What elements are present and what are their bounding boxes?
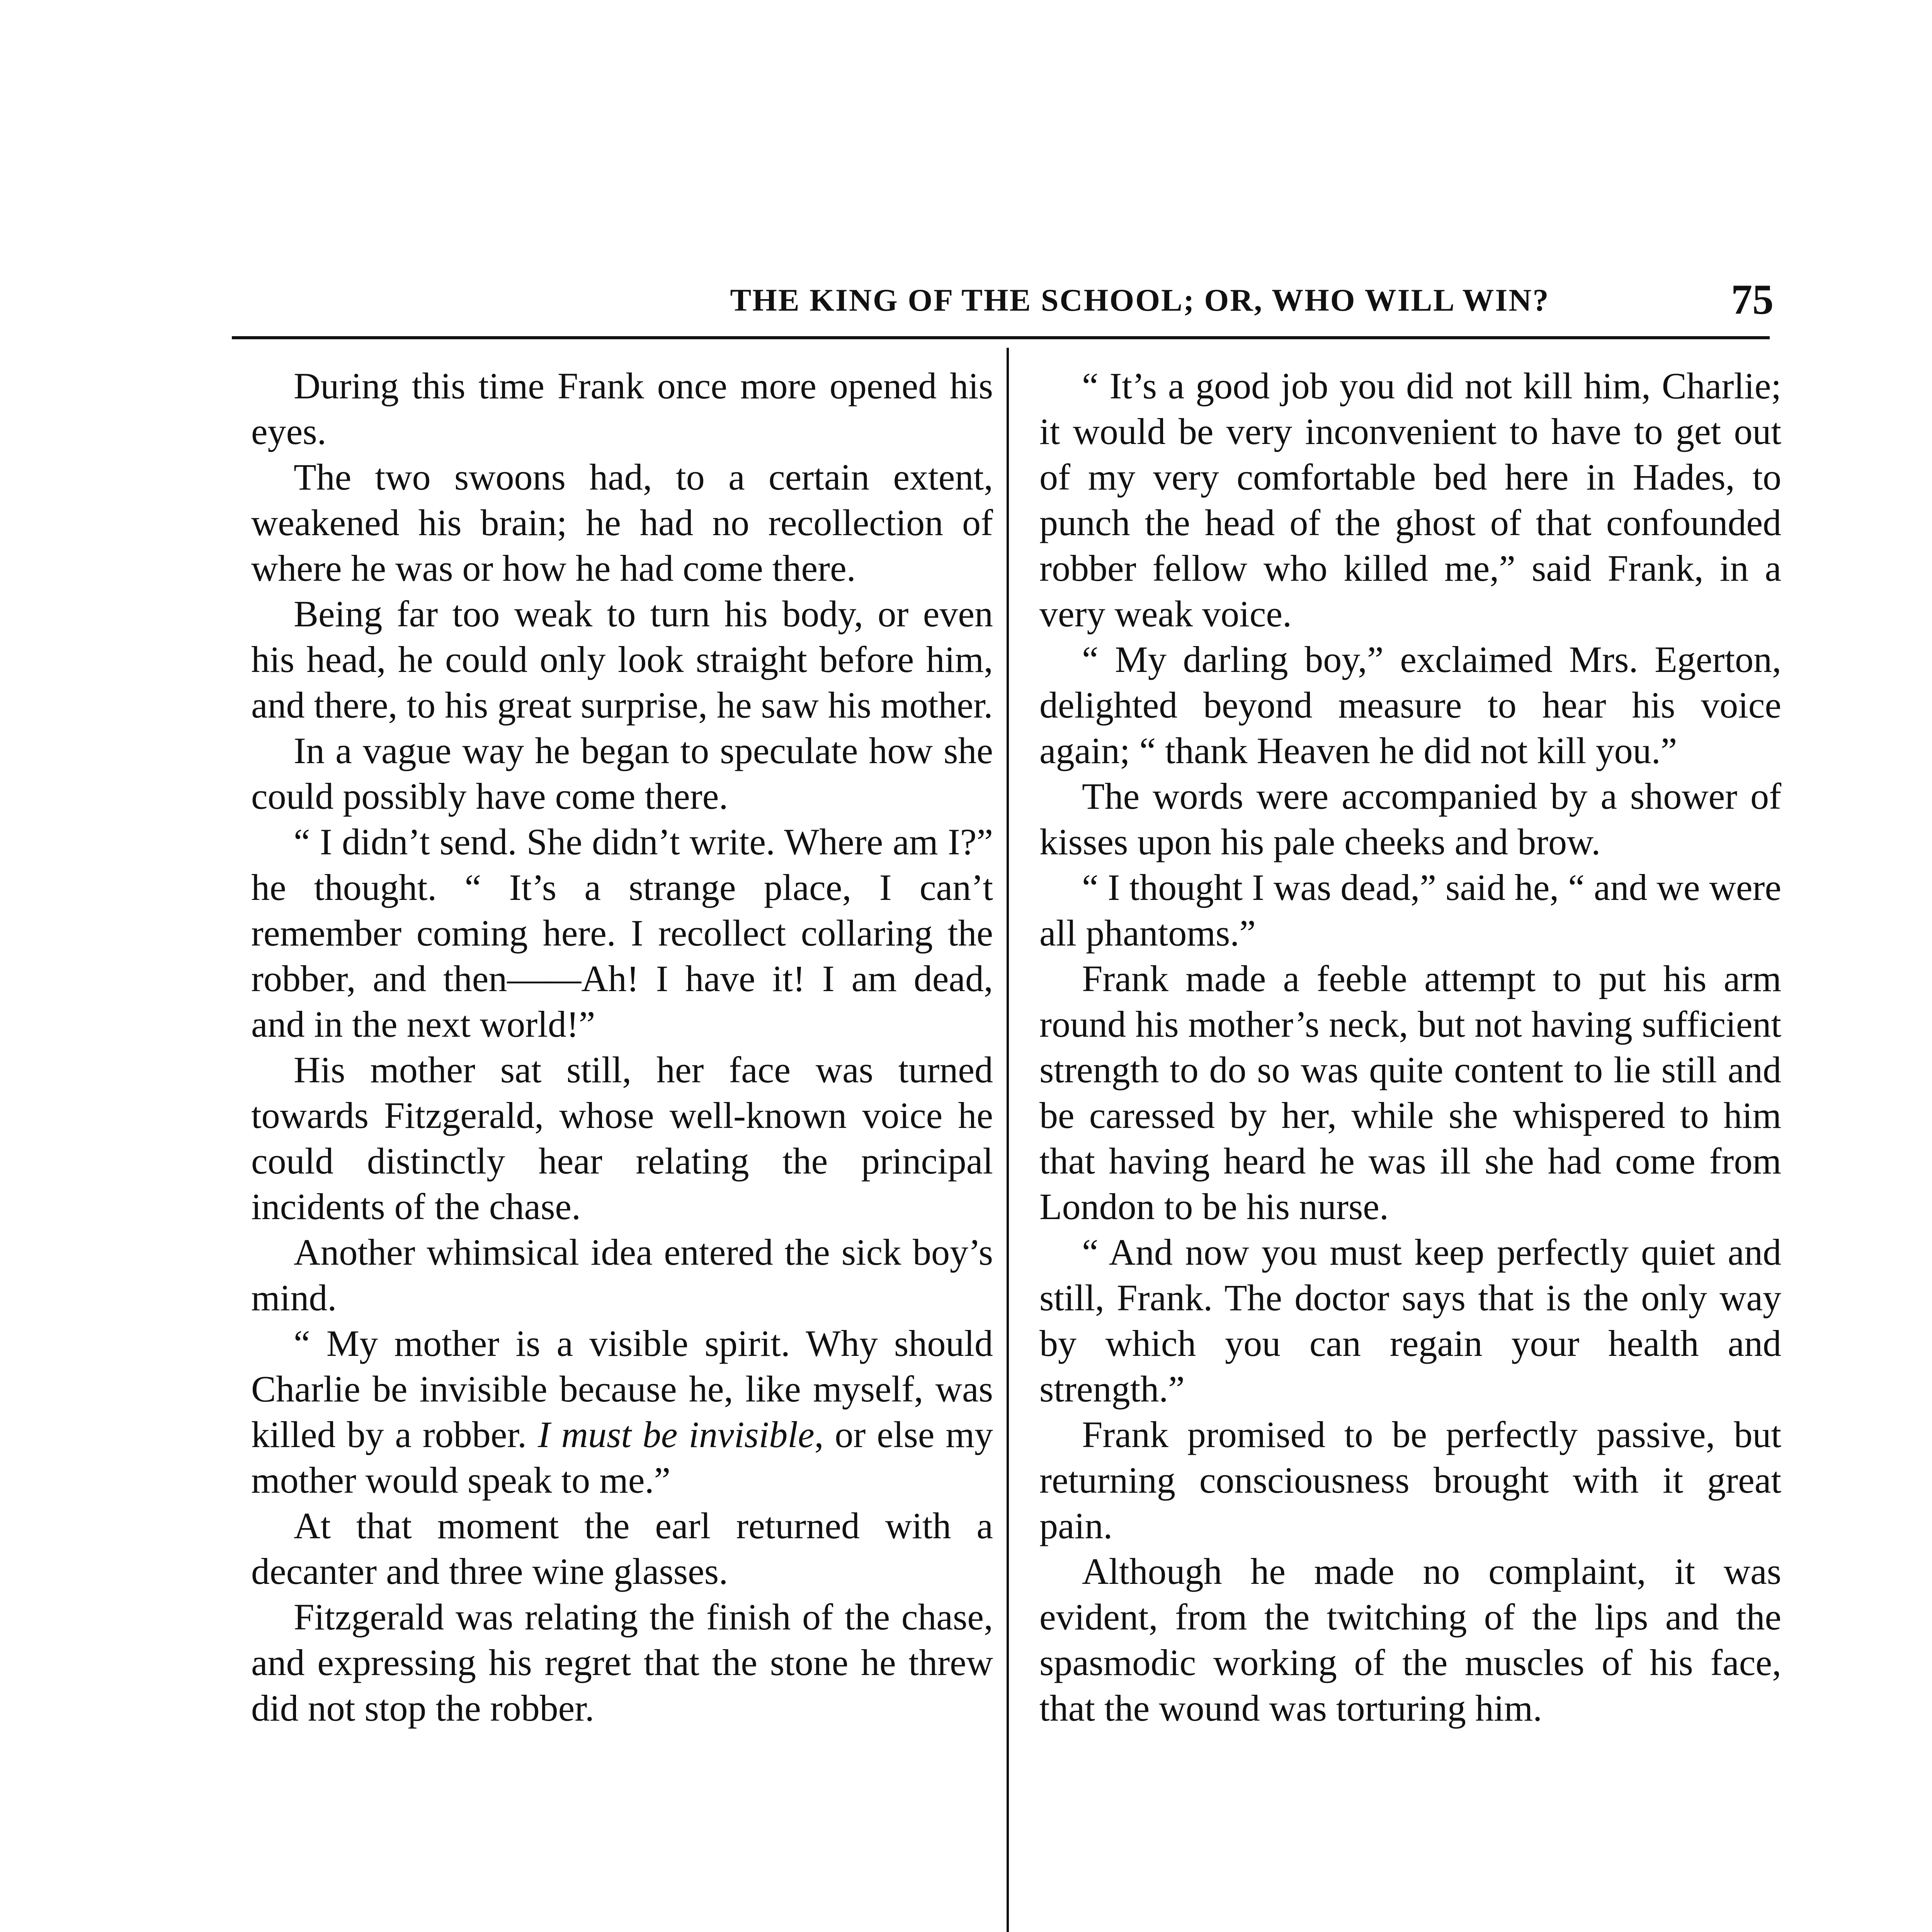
paragraph: Although he made no complaint, it was evident, from the twitching of the lips and the spasmodic working of the muscles of his face, that the wound was torturing him. — [1039, 1551, 1781, 1729]
paragraph: The two swoons had, to a certain extent, weakened his brain; he had no recollection of where he was or how he had come there. — [251, 456, 993, 589]
paragraph: The words were accompanied by a shower of kisses upon his pale cheeks and brow. — [1039, 776, 1781, 862]
paragraph — [251, 1321, 993, 1503]
paragraph: Another whimsical idea entered the sick boy’s mind. — [251, 1231, 993, 1318]
paragraph: “ I thought I was dead,” said he, “ and we were all phantoms.” — [1039, 867, 1781, 954]
paragraph: “ It’s a good job you did not kill him, Charlie; it would be very inconvenient to have to get out of my very comfortable bed here in Hades, to punch the head of the ghost of that confounded robber fellow who killed me,” said Frank, in a very weak voice. — [1039, 365, 1781, 634]
paragraph: Frank promised to be perfectly passive, but returning consciousness brought with it great pain. — [1039, 1414, 1781, 1546]
column-rule — [1007, 348, 1009, 1932]
paragraph: “ I didn’t send. She didn’t write. Where am I?” he thought. “ It’s a strange place, I can’t remember coming here. I recollect collaring the robber, and then——Ah! I have it! I am dead, and in the next world!” — [251, 821, 993, 1045]
paragraph: Being far too weak to turn his body, or even his head, he could only look straight before him, and there, to his great surprise, he saw his mother. — [251, 593, 993, 726]
left-column — [251, 363, 993, 1731]
paragraph-text: , or else my mother would speak to me.” — [251, 1414, 993, 1501]
paragraph: Frank made a feeble attempt to put his arm round his mother’s neck, but not having sufficient strength to do so was quite content to lie still and be caressed by her, while she whispered to him that having heard he was ill she had come from London to be his nurse. — [1039, 958, 1781, 1227]
header-rule — [232, 336, 1770, 339]
paragraph: His mother sat still, her face was turned towards Fitzgerald, whose well-known voice he could distinctly hear relating the principal incidents of the chase. — [251, 1049, 993, 1227]
paragraph: “ My darling boy,” exclaimed Mrs. Egerton, delighted beyond measure to hear his voice again; “ thank Heaven he did not kill you.” — [1039, 639, 1781, 771]
paragraph-text: “ My mother is a visible spirit. Why should Charlie be invisible because he, like myself, was killed by a robber. — [251, 1323, 993, 1455]
paragraph: Fitzgerald was relating the finish of the chase, and expressing his regret that the stone he threw did not stop the robber. — [251, 1596, 993, 1729]
paragraph: “ And now you must keep perfectly quiet and still, Frank. The doctor says that is the only way by which you can regain your health and strength.” — [1039, 1231, 1781, 1410]
paragraph: During this time Frank once more opened his eyes. — [251, 365, 993, 452]
running-title: THE KING OF THE SCHOOL; OR, WHO WILL WIN? — [730, 282, 1550, 318]
paragraph: At that moment the earl returned with a decanter and three wine glasses. — [251, 1505, 993, 1592]
italic-phrase: I must be invisible — [537, 1414, 815, 1455]
right-column — [1039, 363, 1781, 1731]
page-number: 75 — [1731, 276, 1774, 323]
paragraph: In a vague way he began to speculate how she could possibly have come there. — [251, 730, 993, 817]
